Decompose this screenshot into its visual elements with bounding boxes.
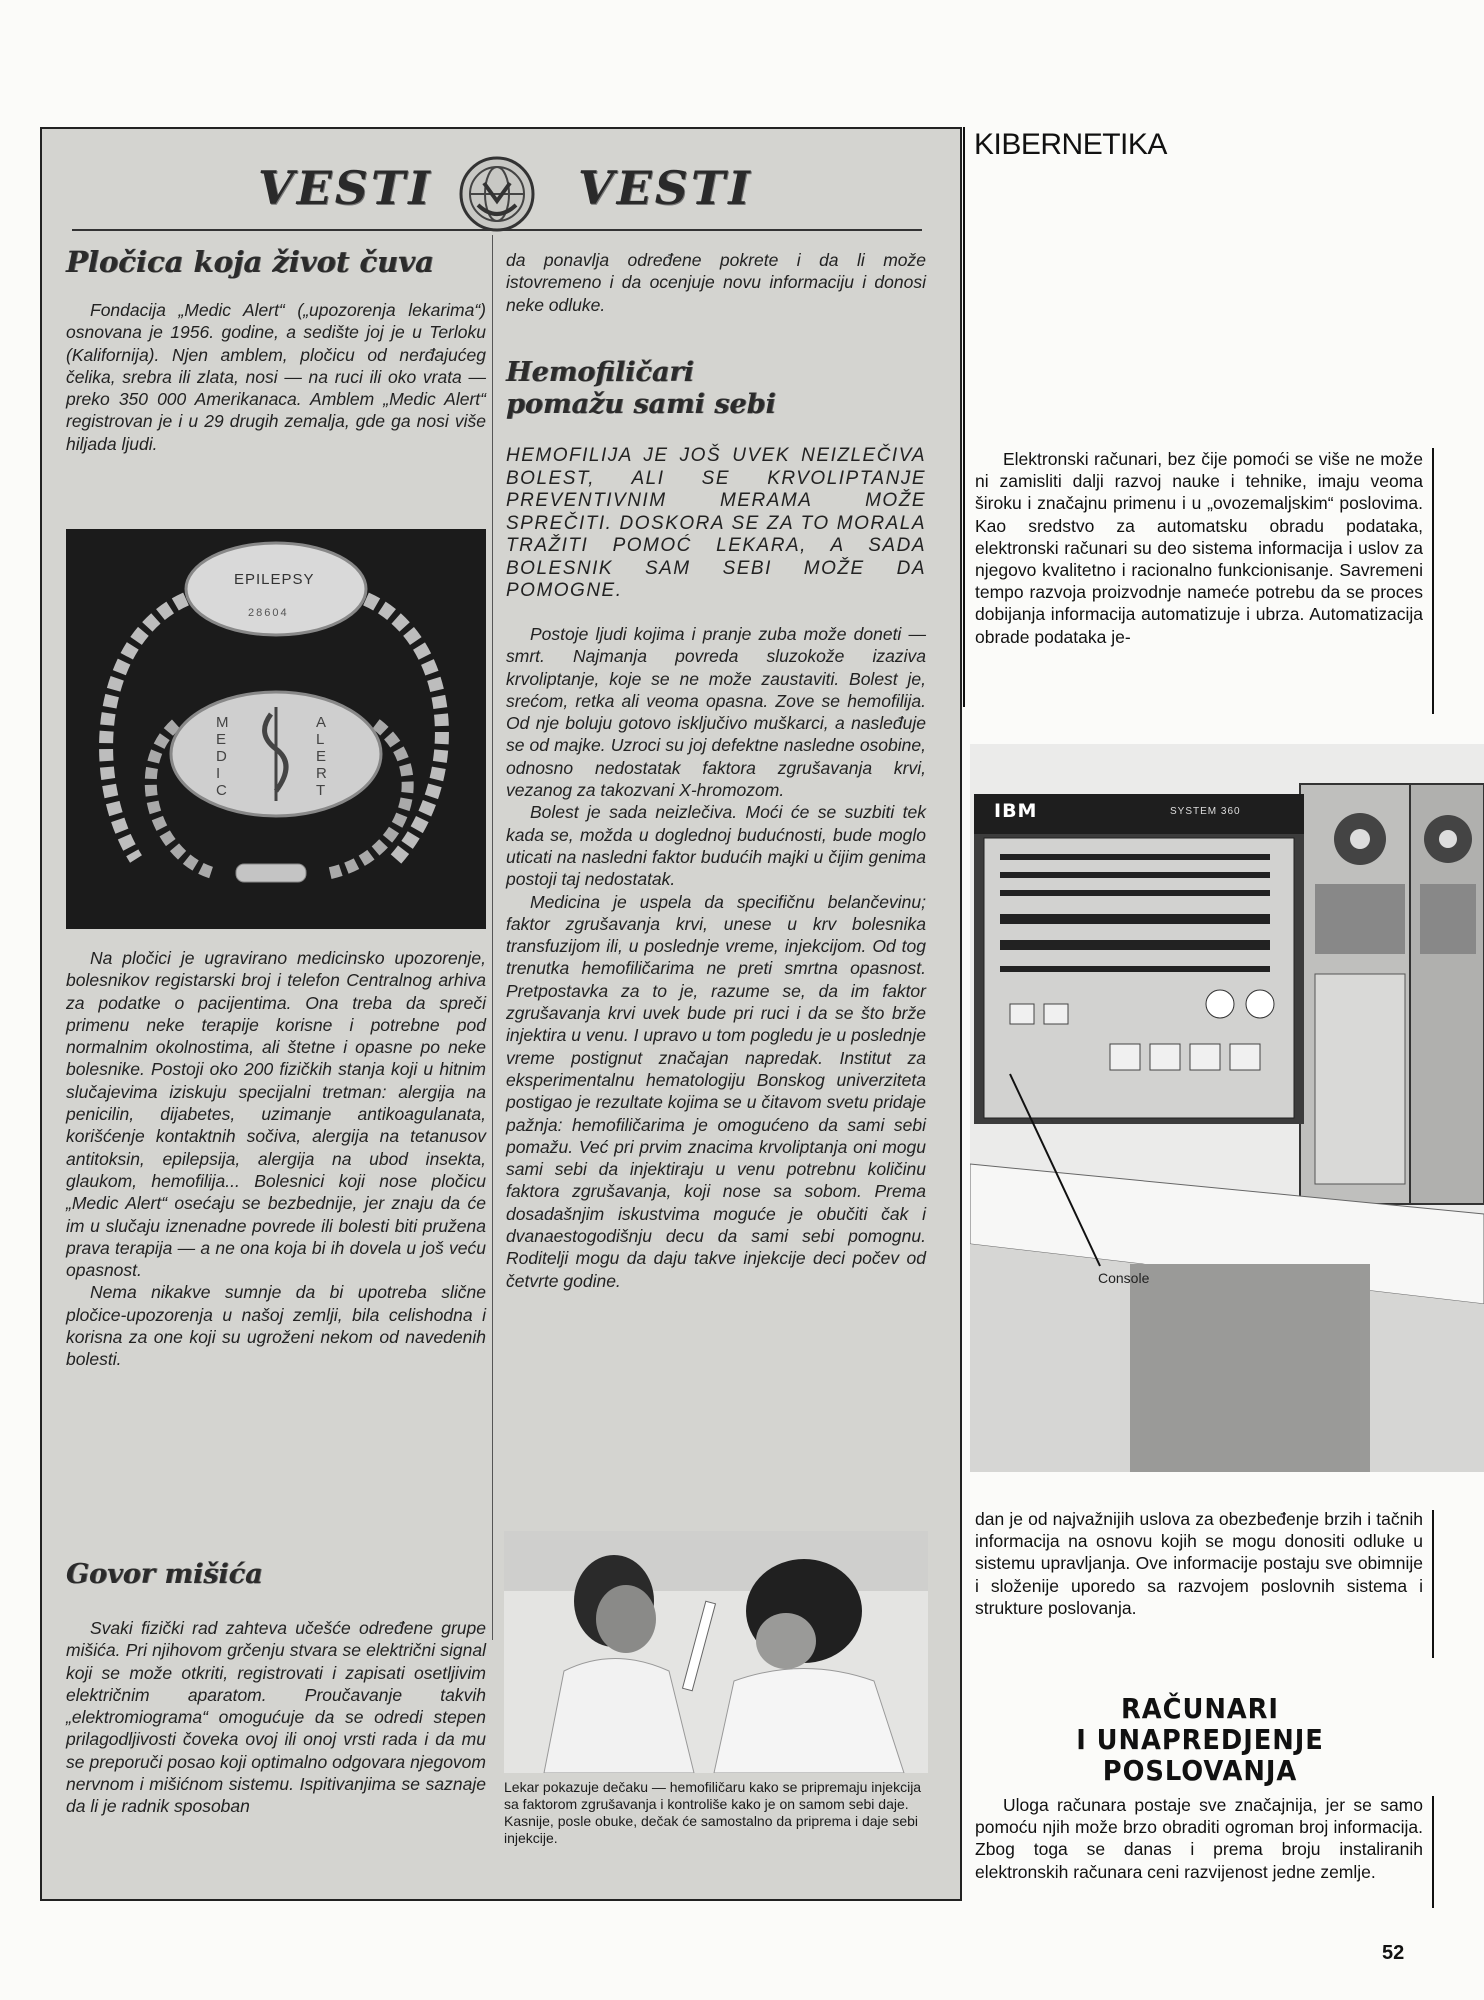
section-label-kibernetika: KIBERNETIKA — [974, 128, 1167, 161]
section-heading-racunari — [1002, 1693, 1398, 1786]
article2-title: Govor mišića — [66, 1559, 263, 1590]
bracelet-tag-number: 28604 — [248, 607, 289, 619]
article1-p1-text: Fondacija „Medic Alert“ („upozorenja lekarima“) osnovana je 1956. godine, a sedište joj je u Terloku (Kalifornija). Njen amblem, pločicu od nerđajućeg čelika, srebra ili zlata, nosi — na ruci ili oko vrata — preko 350 000 Amerikanaca. Amblem „Medic Alert“ registrovan je i u 29 drugih zemalja, gde ga nosi više hiljada ljudi. — [66, 300, 486, 454]
article3-p1-text: Postoje ljudi kojima i pranje zuba može doneti — smrt. Najmanja povreda sluzokože izaziva krvoliptanje, koje se ne može zaustaviti. Bolest je, srećom, retka ali veoma opasna. Zove se hemofilija. Od nje boluju gotovo isključivo muškarci, a nasleđuje se od majke. Uzroci su joj defektne nasledne osobine, odnosno nedostatak faktora zgrušavanja krvi, vezanog za takozvani X-hromozom. — [506, 624, 926, 801]
article1-paragraph2 — [66, 947, 486, 1371]
medic-alert-bracelet-photo — [66, 529, 486, 929]
right-column-rule-top — [963, 127, 965, 707]
ibm-system360-illustration-icon — [970, 744, 1484, 1472]
article2-continuation — [506, 249, 926, 316]
heading-line3: POSLOVANJA — [1102, 1754, 1298, 1787]
article2-p1-text: Svaki fizički rad zahteva učešće određene grupe mišića. Pri njihovom grčenju stvara se električni signal koji se može otkriti, registrovati i zapisati osetljivim električnim aparatom. Proučavanje takvih „elektromiograma“ omogućuje da se odredi stepen prilagodljivosti čoveka ovoj ili onoj vrsti rada i da mu se preporuči posao koji optimalno odgovara njegovom nervnom i mišićnom sistemu. Ispitivanjima se saznaje da li je radnik sposoban — [66, 1618, 486, 1817]
kibernetika-cont-text: dan je od najvažnijih uslova za obezbeđenje brzih i tačnih informacija na osnovu kojih se mogu donositi odluke u sistemu upravljanja. Ove informacije postaju sve obimnije i složenije uporedo sa razvojem poslovnih sistema i strukture poslovanja. — [975, 1509, 1423, 1618]
article1-p2-text: Na pločici je ugravirano medicinsko upozorenje, bolesnikov registarski broj i telefon Centralnog arhiva za podatke o pacijentima. Ona treba da spreči primenu neke terapije korisne i potrebne pod normalnim okolnostima, ali štetne i opasne po neke bolesnike. Postoji oko 200 fizičkih stanja koji u hitnim slučajevima iziskuju specijalni tretman: alergija na penicilin, dijabetes, uzimanje antikoagulanata, korišćenje kontaktnih sočiva, alergija na tetanusov antitoksin, epilepsija, alergija na ubod insekta, glaukom, hemofilija... Bolesnici koji nose pločicu „Medic Alert“ osećaju se bezbednije, jer znaju da će im u slučaju iznenadne povrede ili bolesti biti pružena prava terapija — a ne ona koja bi ih dovela u još veću opasnost. — [66, 948, 486, 1281]
article3-body — [506, 623, 926, 1292]
vesti-masthead — [42, 143, 960, 223]
article2-p1-cont-text: da ponavlja određene pokrete i da li može istovremeno i da ocenjuje novu informaciju i donosi neke odluke. — [506, 250, 926, 315]
article3-title-line2: pomažu sami sebi — [506, 389, 776, 420]
article3-p3-text: Medicina je uspela da specifičnu belančevinu; faktor zgrušavanja krvi, unese u krv bolesnika transfuzijom ili, u poslednje vreme, injekcijom. Od tog trenutka hemofiličarima ne preti smrtna opasnost. Pretpostavka za to je, razume se, da im faktor zgrušavanja krvi uvek bude pri ruci i da se što brže injektira u venu. I upravo u tom pogledu je u poslednje vreme postignut značajan napredak. Institut za eksperimentalnu hematologiju Bonskog univerziteta postigao je rezultate kojima se u čitavom svetu pridaje pažnja: hemofiličarima je omogućeno da sami sebi pomažu. Već pri prvim znacima krvoliptanja oni mogu sami sebi da injektiraju u venu potrebnu količinu faktora zgrušavanja, koji nose sa sobom. Prema dosadašnjim iskustvima moguće je obučiti čak i dvanaestogodišnju decu da sami sebi pomognu. Roditelji mogu da daju takve injekcije deci počev od četvrte godine. — [506, 891, 926, 1291]
intro-side-rule — [1432, 448, 1434, 714]
kibernetika-intro — [975, 448, 1423, 648]
article3-title — [506, 357, 926, 421]
article3-lead: HEMOFILIJA JE JOŠ UVEK NEIZLEČIVA BOLEST, ALI SE KRVOLIPTANJE PREVENTIVNIM MERAMA MOŽE SPREČITI. DOSKORA SE ZA TO MORALA TRAŽITI POMOĆ LEKARA, A SADA BOLESNIK SAM SEBI MOŽE DA POMOGNE. — [506, 445, 926, 601]
kibernetika-intro-text: Elektronski računari, bez čije pomoći se više ne može ni zamisliti dalji razvoj nauke i tehnike, imaju veoma široku i značajnu primenu i u „ovozemaljskim“ poslovima. Kao sredstvo za automatsku obradu podataka, elektronski računari su deo sistema informacija i uslov za njegovo kvalitetno i racionalno funkcionisanje. Savremeni tempo razvoja proizvodnje nameće potrebu da se proces dobijanja informacija automatizuje i ubrza. Automatizacija obrade podataka je- — [975, 449, 1423, 647]
kibernetika-continuation — [975, 1508, 1423, 1619]
bracelet-medic-word: MEDIC — [216, 714, 229, 799]
article1-paragraph1 — [66, 299, 486, 455]
article2-paragraph — [66, 1617, 486, 1818]
masthead-word-right: VESTI — [578, 161, 753, 215]
page-number: 52 — [1382, 1942, 1405, 1964]
bracelet-tag-epilepsy: EPILEPSY — [234, 571, 315, 588]
final-side-rule — [1432, 1796, 1434, 1908]
heading-line2: I UNAPREDJENJE — [1076, 1723, 1324, 1756]
bracelet-icon — [66, 529, 486, 929]
article3-title-line1: Hemofiličari — [506, 357, 694, 388]
heading-line1: RAČUNARI — [1121, 1692, 1279, 1725]
vesti-news-box — [40, 127, 962, 1901]
cont-side-rule — [1432, 1510, 1434, 1658]
doctor-patient-caption: Lekar pokazuje dečaku — hemofiličaru kako se pripremaju injekcija sa faktorom zgrušavanja i kontroliše kako je on samom sebi daje. Kasnije, posle obuke, dečak će samostalno da priprema i daje sebi injekcije. — [504, 1779, 922, 1846]
column-divider — [492, 235, 493, 1640]
kibernetika-p2-text: Uloga računara postaje sve značajnija, jer se samo pomoću njih može brzo obraditi ogroman broj informacija. Zbog toga se danas i prema broju instaliranih elektronskih računara ceni razvijenost jedne zemlje. — [975, 1795, 1423, 1882]
masthead-word-left: VESTI — [258, 161, 433, 215]
kibernetika-final-paragraph — [975, 1794, 1423, 1883]
doctor-boy-illustration-icon — [504, 1531, 928, 1773]
bracelet-alert-word: ALERT — [316, 714, 327, 799]
ibm-computer-photo — [970, 744, 1484, 1472]
article1-title: Pločica koja život čuva — [66, 245, 434, 279]
ibm-model-label: SYSTEM 360 — [1170, 806, 1241, 817]
doctor-patient-photo — [504, 1531, 928, 1773]
ibm-brand-label: IBM — [994, 800, 1038, 822]
console-label: Console — [1098, 1270, 1150, 1286]
article1-p3-text: Nema nikakve sumnje da bi upotreba slične pločice-upozorenja u našoj zemlji, bila celishodna i korisna za one koji su ugroženi nekom od navedenih bolesti. — [66, 1282, 486, 1370]
masthead-rule — [72, 229, 922, 231]
article3-p2-text: Bolest je sada neizlečiva. Moći će se suzbiti tek kada se, možda u doglednoj budućnosti, bude moglo uticati na naslednі faktor budućih majki u čijim genima postoji taj nedostatak. — [506, 802, 926, 890]
globe-emblem-icon — [456, 153, 538, 235]
